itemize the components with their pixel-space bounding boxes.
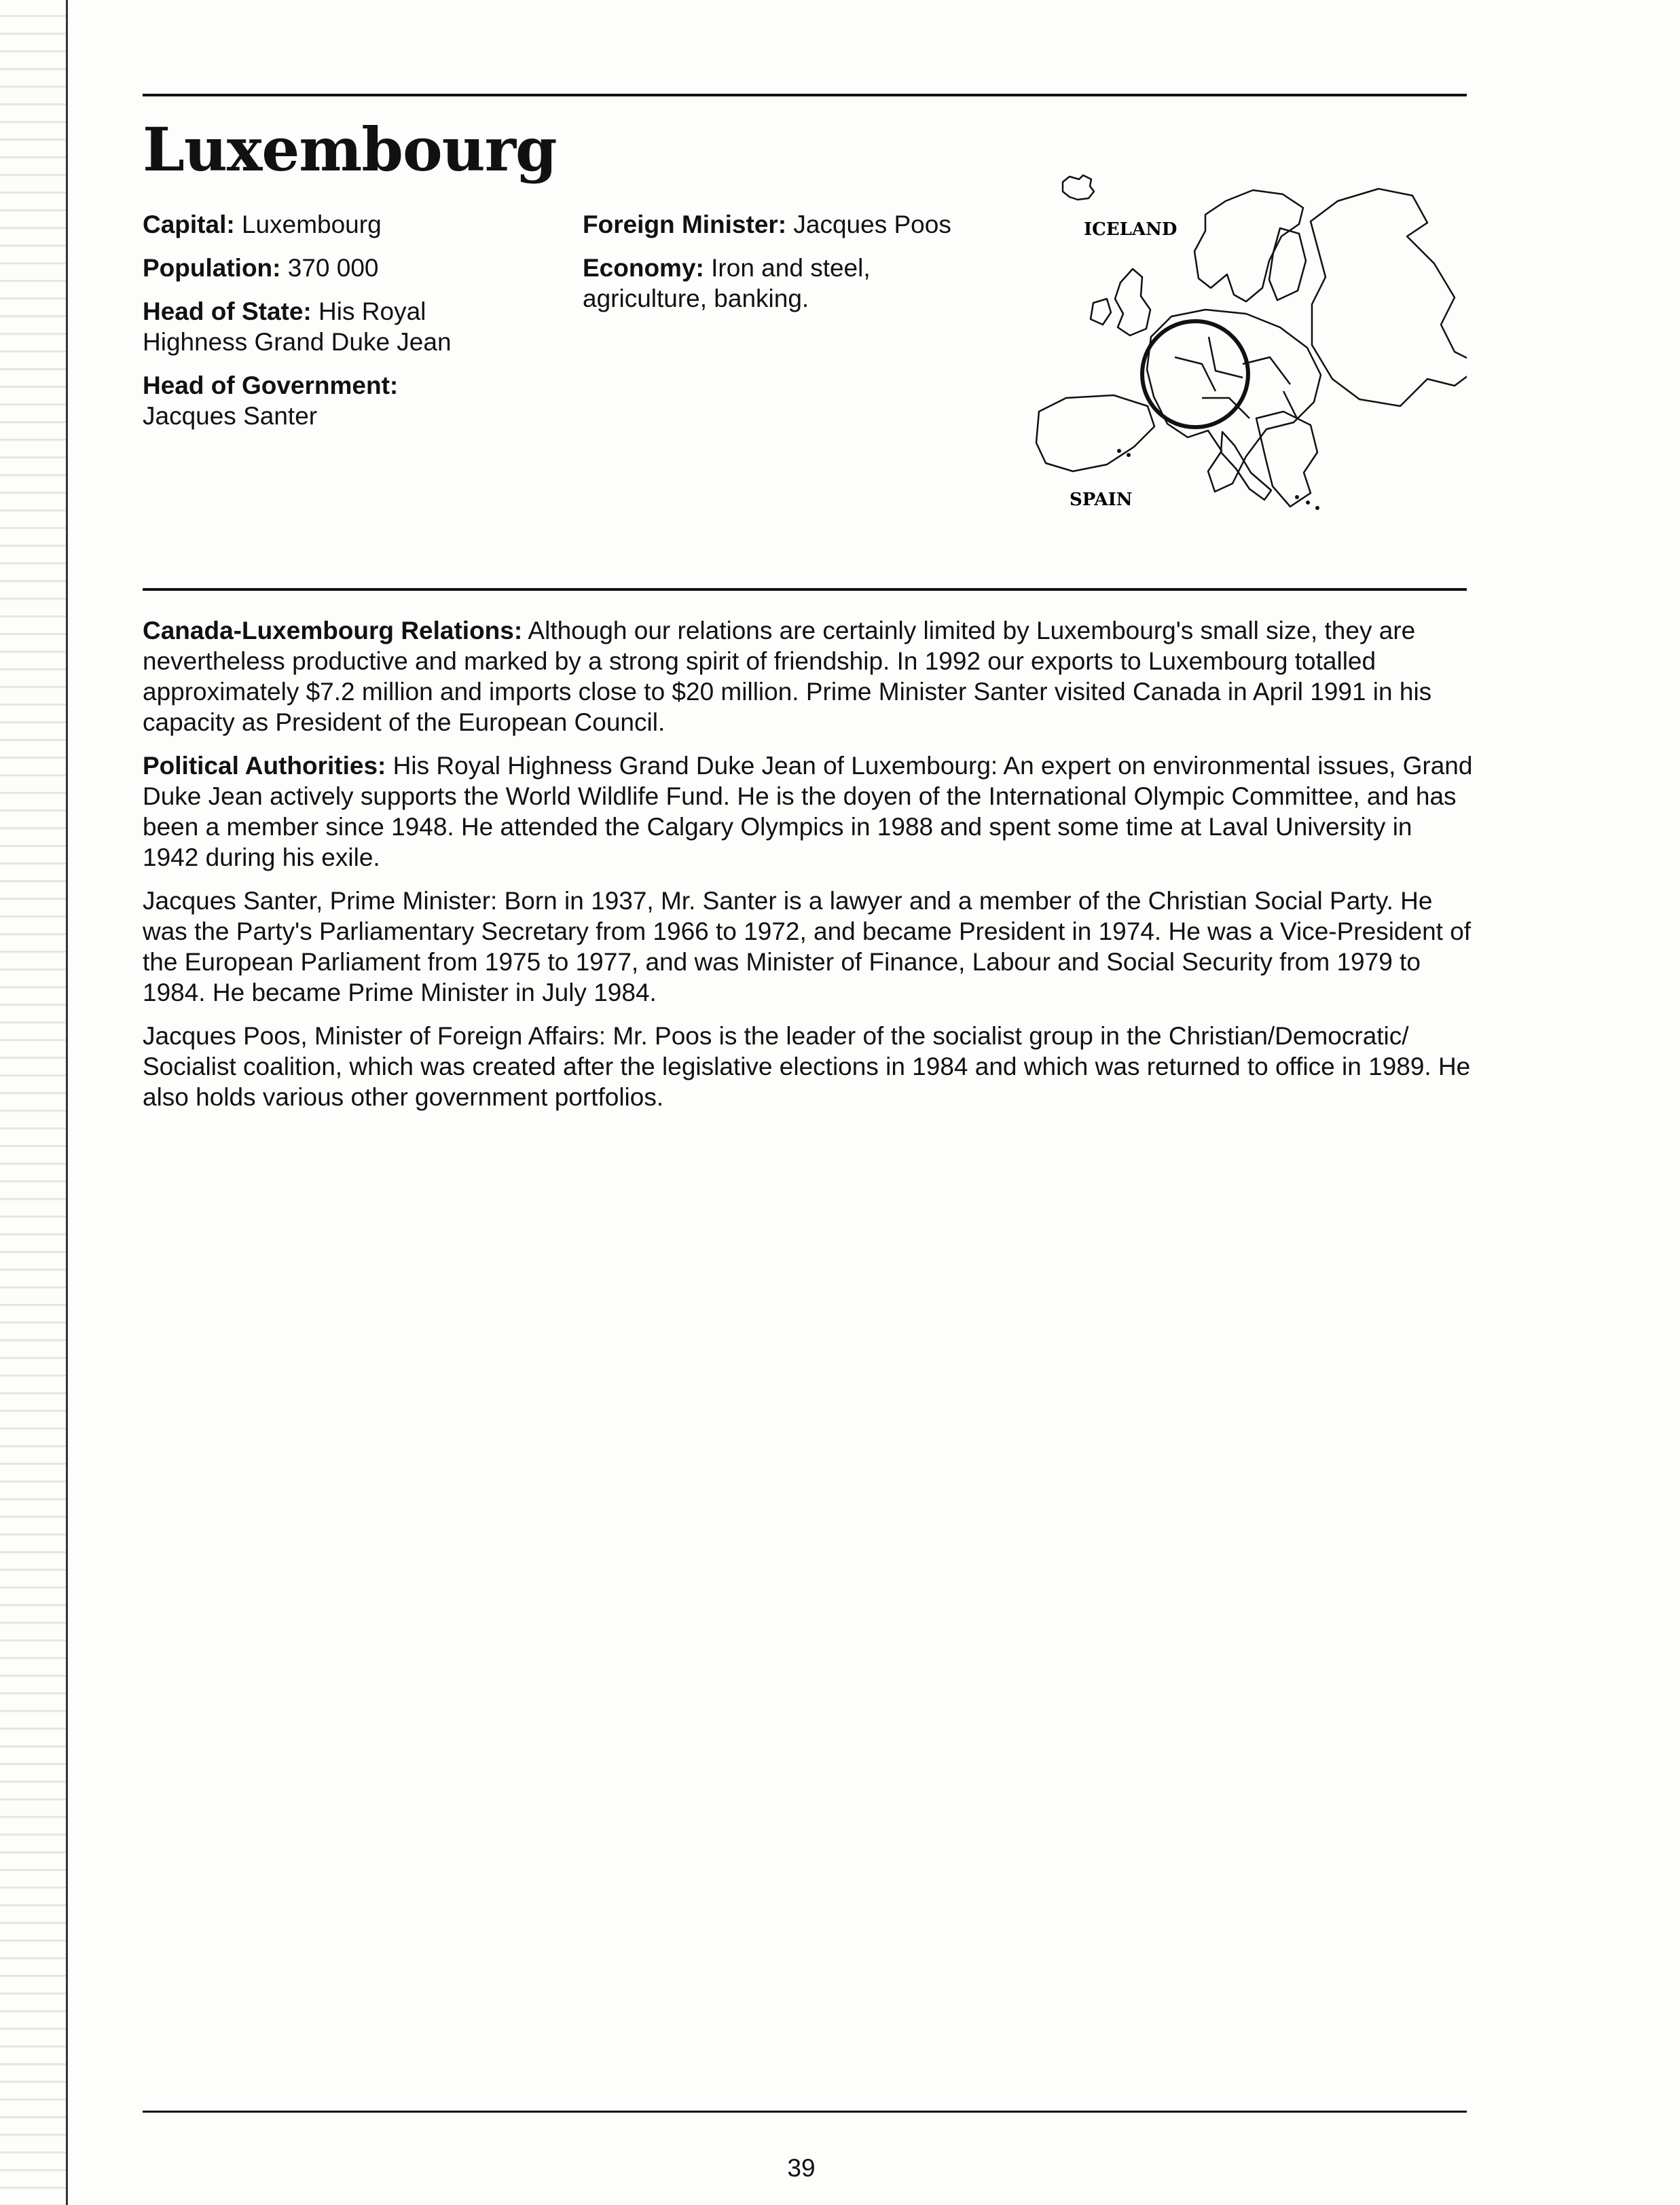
section-foreign-minister xyxy=(143,1021,1474,1112)
section-rule xyxy=(143,588,1467,591)
footer-rule xyxy=(143,2111,1467,2113)
island-dot xyxy=(1117,449,1121,453)
iberia-outline xyxy=(1036,395,1154,471)
top-rule xyxy=(143,94,1467,96)
section-text: Jacques Poos, Minister of Foreign Affairs: Mr. Poos is the leader of the socialist group in the Christian/Democratic/ Socialist coalition, which was created after the legislative elections in 1984 and which was returned to office in 1989. He also holds various other government portfolios. xyxy=(143,1022,1471,1111)
fact-value: Luxembourg xyxy=(234,211,382,238)
fact-label: Head of State: xyxy=(143,297,312,325)
finland-outline xyxy=(1269,228,1306,300)
section-text: His Royal Highness Grand Duke Jean of Luxembourg: An expert on environmental issues, Grand Duke Jean actively supports the World Wildlife Fund. He is the doyen of the International Olympic Committee, and has been a member since 1948. He attended the Calgary Olympics in 1988 and spent some time at Laval University in 1942 during his exile. xyxy=(143,752,1473,871)
fact-value: Jacques Santer xyxy=(143,402,318,430)
fact-value: His Royal Highness Grand Duke Jean xyxy=(143,297,452,356)
island-dot xyxy=(1127,453,1131,457)
balkans-outline xyxy=(1256,412,1317,507)
island-dot xyxy=(1295,495,1299,499)
section-label: Canada-Luxembourg Relations: xyxy=(143,617,523,644)
fact-population xyxy=(143,253,523,283)
map-label-north: ICELAND xyxy=(1084,219,1177,240)
italy-outline xyxy=(1221,432,1271,500)
iceland-outline xyxy=(1063,175,1094,200)
fact-label: Capital: xyxy=(143,211,235,238)
section-text: Jacques Santer, Prime Minister: Born in 1937, Mr. Santer is a lawyer and a member of the Christian Social Party. He was the Party's Parliamentary Secretary from 1966 to 1972, and became President in 1974. He was a Vice-President of the European Parliament from 1975 to 1977, and was Minister of Finance, Labour and Social Security from 1979 to 1984. He became Prime Minister in July 1984. xyxy=(143,887,1472,1006)
page-number: 39 xyxy=(787,2154,816,2182)
body-text xyxy=(143,615,1474,1125)
map-label-south: SPAIN xyxy=(1070,490,1133,510)
fact-label: Head of Government: xyxy=(143,371,399,399)
fact-label: Economy: xyxy=(583,254,704,282)
island-dot xyxy=(1306,500,1310,505)
facts-left-column xyxy=(143,209,523,444)
fact-foreign-minister xyxy=(583,209,976,240)
fact-value: 370 000 xyxy=(280,254,379,282)
section-relations xyxy=(143,615,1474,737)
fact-capital xyxy=(143,209,523,240)
scandinavia-outline xyxy=(1194,190,1303,302)
fact-head-of-government xyxy=(143,370,523,431)
facts-right-column xyxy=(583,209,976,327)
page-title: Luxembourg xyxy=(143,114,557,185)
fact-label: Population: xyxy=(143,254,281,282)
section-text: Although our relations are certainly limited by Luxembourg's small size, they are nevertheless productive and marked by a strong spirit of friendship. In 1992 our exports to Luxembourg totalled approximately $7.2 million and imports close to $20 million. Prime Minister Santer visited Canada in April 1991 in his capacity as President of the European Council. xyxy=(143,617,1432,736)
fact-economy xyxy=(583,253,909,314)
fact-value: Iron and steel, agriculture, banking. xyxy=(583,254,871,312)
british-isles-outline xyxy=(1115,269,1150,335)
fact-head-of-state xyxy=(143,296,523,357)
section-political-authorities xyxy=(143,750,1474,873)
ireland-outline xyxy=(1091,299,1111,325)
europe-map xyxy=(998,133,1467,541)
island-dot xyxy=(1315,506,1319,510)
fact-value: Jacques Poos xyxy=(786,211,951,238)
binding-edge xyxy=(0,0,68,2205)
section-prime-minister xyxy=(143,886,1474,1008)
russia-outline xyxy=(1311,189,1467,406)
fact-label: Foreign Minister: xyxy=(583,211,787,238)
section-label: Political Authorities: xyxy=(143,752,386,780)
